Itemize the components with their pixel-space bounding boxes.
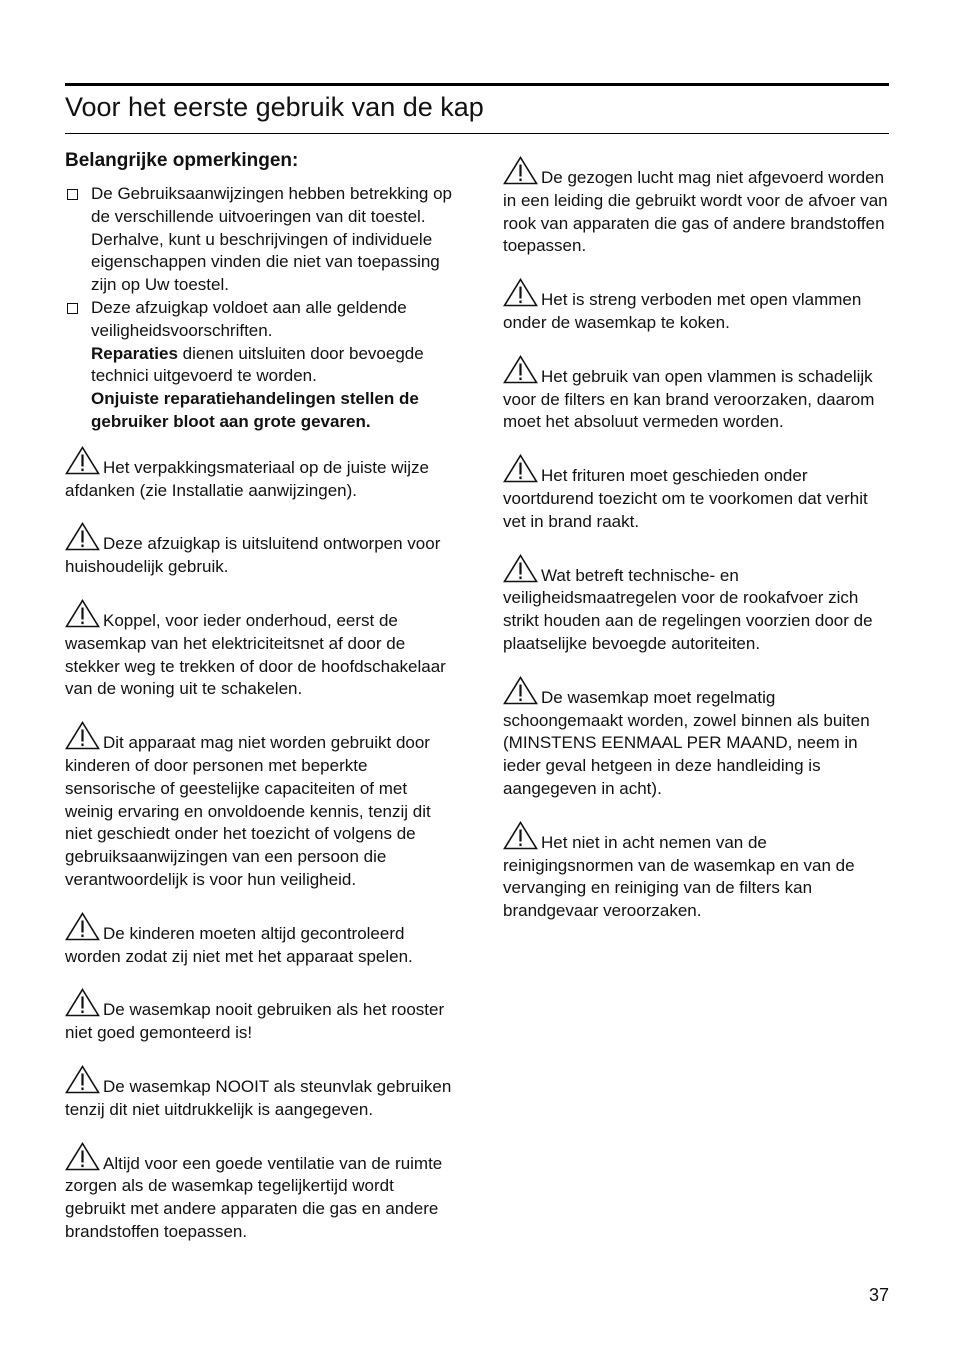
warning-text: Het verpakkingsmateriaal op de juiste wijze afdanken (zie Installatie aanwijzingen). <box>65 457 429 500</box>
warning-triangle-icon <box>65 1142 100 1171</box>
left-column <box>65 146 457 1244</box>
bullet-item <box>65 183 457 297</box>
repair-note <box>91 343 457 389</box>
warning-text: Altijd voor een goede ventilatie van de ruimte zorgen als de wasemkap tegelijkertijd wordt gebruikt met andere apparaten die gas en andere brandstoffen toepassen. <box>65 1153 443 1241</box>
repair-bold: Reparaties <box>91 343 178 363</box>
page-number: 37 <box>868 1285 889 1305</box>
warning-item <box>65 599 457 701</box>
warning-text: Het is streng verboden met open vlammen onder de wasemkap te koken. <box>503 290 862 332</box>
warning-text: De gezogen lucht mag niet afgevoerd worden in een leiding die gebruikt wordt voor de afvoer van rook van apparaten die gas of andere brandstoffen toepassen. <box>503 168 888 256</box>
warning-item <box>503 554 889 656</box>
warning-text: Het gebruik van open vlammen is schadelijk voor de filters en kan brand veroorzaken, daarom moet het absoluut vermeden worden. <box>503 366 875 432</box>
warning-text: Deze afzuigkap is uitsluitend ontworpen voor huishoudelijk gebruik. <box>65 534 441 577</box>
warning-triangle-icon <box>503 278 538 307</box>
warning-text: De kinderen moeten altijd gecontroleerd worden zodat zij niet met het apparaat spelen. <box>65 923 413 966</box>
bullet-text: Deze afzuigkap voldoet aan alle geldende veiligheidsvoorschriften. <box>91 297 407 340</box>
page-title: Voor het eerste gebruik van de kap <box>65 92 484 122</box>
warning-item <box>503 676 889 801</box>
warning-item <box>503 454 889 533</box>
warning-triangle-icon <box>65 1065 100 1094</box>
warning-item <box>65 1142 457 1244</box>
warning-triangle-icon <box>503 821 538 850</box>
warning-text: Wat betreft technische- en veiligheidsmaatregelen voor de rookafvoer zich strikt houden aan de regelingen voorzien door de plaatselijke bevoegde autoriteiten. <box>503 565 873 653</box>
repair-rest: dienen uitsluiten door bevoegde technici uitgevoerd te worden. <box>91 343 424 386</box>
warning-item <box>503 278 889 335</box>
warning-triangle-icon <box>503 554 538 583</box>
warning-item <box>503 156 889 258</box>
warning-text: De wasemkap nooit gebruiken als het rooster niet goed gemonteerd is! <box>65 1000 445 1043</box>
right-column <box>503 156 889 923</box>
top-rule <box>65 83 889 86</box>
left-warning-list <box>65 446 457 1244</box>
warning-triangle-icon <box>65 522 100 551</box>
warning-item <box>503 821 889 923</box>
warning-item <box>65 721 457 892</box>
right-warning-list <box>503 156 889 923</box>
warning-item <box>65 1065 457 1122</box>
warning-item <box>65 988 457 1045</box>
warning-item <box>65 912 457 969</box>
warning-triangle-icon <box>65 599 100 628</box>
warning-triangle-icon <box>65 988 100 1017</box>
warning-text: De wasemkap NOOIT als steunvlak gebruiken tenzij dit niet uitdrukkelijk is aangegeven. <box>65 1076 452 1119</box>
title-rule <box>65 133 889 134</box>
warning-text: Koppel, voor ieder onderhoud, eerst de wasemkap van het elektriciteitsnet af door de stekker weg te trekken of door de hoofdschakelaar van de woning uit te schakelen. <box>65 610 446 699</box>
warning-triangle-icon <box>65 912 100 941</box>
warning-triangle-icon <box>503 454 538 483</box>
section-heading: Belangrijke opmerkingen: <box>65 150 299 171</box>
warning-item <box>65 522 457 579</box>
warning-text: De wasemkap moet regelmatig schoongemaakt worden, zowel binnen als buiten (MINSTENS EENMAAL PER MAAND, neem in ieder geval hetgeen in deze handleiding is aangegeven in acht). <box>503 687 870 798</box>
checkbox-bullet-icon <box>67 303 78 314</box>
warning-triangle-icon <box>65 721 100 750</box>
warning-triangle-icon <box>65 446 100 475</box>
checkbox-bullet-icon <box>67 189 78 200</box>
warning-text: Het frituren moet geschieden onder voortdurend toezicht om te voorkomen dat verhit vet in brand raakt. <box>503 466 868 531</box>
repair-warning: Onjuiste reparatiehandelingen stellen de gebruiker bloot aan grote gevaren. <box>91 389 419 431</box>
warning-text: Dit apparaat mag niet worden gebruikt door kinderen of door personen met beperkte sensorische of geestelijke capaciteiten of met weinig ervaring en onvoldoende kennis, tenzij dit niet geschiedt onder het toezicht of volgens de gebruiksaanwijzingen van een persoon die verantwoordelijk is voor hun veiligheid. <box>65 733 431 889</box>
warning-item <box>65 446 457 503</box>
bullet-text: De Gebruiksaanwijzingen hebben betrekking op de verschillende uitvoeringen van dit toestel. Derhalve, kunt u beschrijvingen of individuele eigenschappen vinden die niet van toepassing zijn op Uw toestel. <box>91 184 453 295</box>
warning-triangle-icon <box>503 156 538 185</box>
warning-text: Het niet in acht nemen van de reinigingsnormen van de wasemkap en van de vervanging en reiniging van de filters kan brandgevaar veroorzaken. <box>503 832 855 921</box>
warning-triangle-icon <box>503 355 538 384</box>
warning-item <box>503 355 889 434</box>
warning-triangle-icon <box>503 676 538 705</box>
bullet-item <box>65 297 457 434</box>
